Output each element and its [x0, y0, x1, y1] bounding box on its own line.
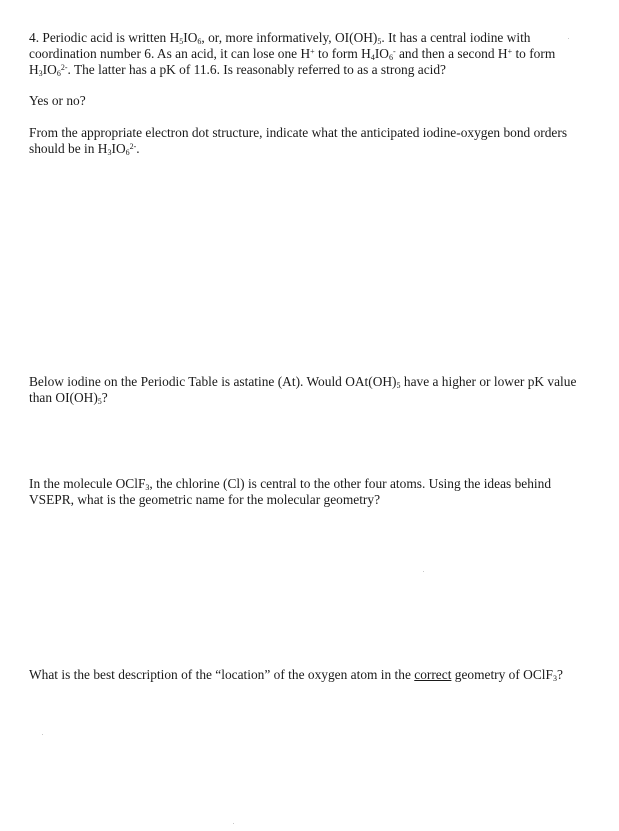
oclf3-geometry-question: In the molecule OClF$_3$, the chlorine (Cl) is central to the other four atoms. Using the ideas behind VSEPR, what is the geometric name for the molecular geometry?	[29, 476, 552, 507]
bond-order-question: From the appropriate electron dot structure, indicate what the anticipated iodine-oxygen bond orders should be in $H_3IO_6^{2-}$.	[29, 125, 568, 157]
yes-no-prompt: Yes or no?	[29, 93, 86, 108]
oxygen-location-question: What is the best description of the “location” of the oxygen atom in the correct geometry of OClF$_3$?	[29, 667, 563, 683]
question-number: 4.	[29, 30, 40, 45]
astatine-question: Below iodine on the Periodic Table is astatine (At). Would $OAt(OH)_5$ have a higher or lower pK value than $OI(OH)_5$?	[29, 374, 577, 406]
scan-speck	[42, 734, 43, 735]
scan-speck	[233, 823, 234, 824]
scan-speck	[423, 571, 424, 572]
question-4-paragraph: 4. Periodic acid is written $H_5IO_6$, or, more informatively, $OI(OH)_5$. It has a central iodine with coordination number 6. As an acid, it can lose one H+ to form $H_4IO_6^-$ and then a second H+ to form $H_3IO_6^{2-}$. The latter has a pK of 11.6. Is reasonably referred to as a strong acid?	[29, 30, 556, 78]
scan-speck	[568, 38, 569, 39]
underlined-word: correct	[414, 667, 452, 682]
